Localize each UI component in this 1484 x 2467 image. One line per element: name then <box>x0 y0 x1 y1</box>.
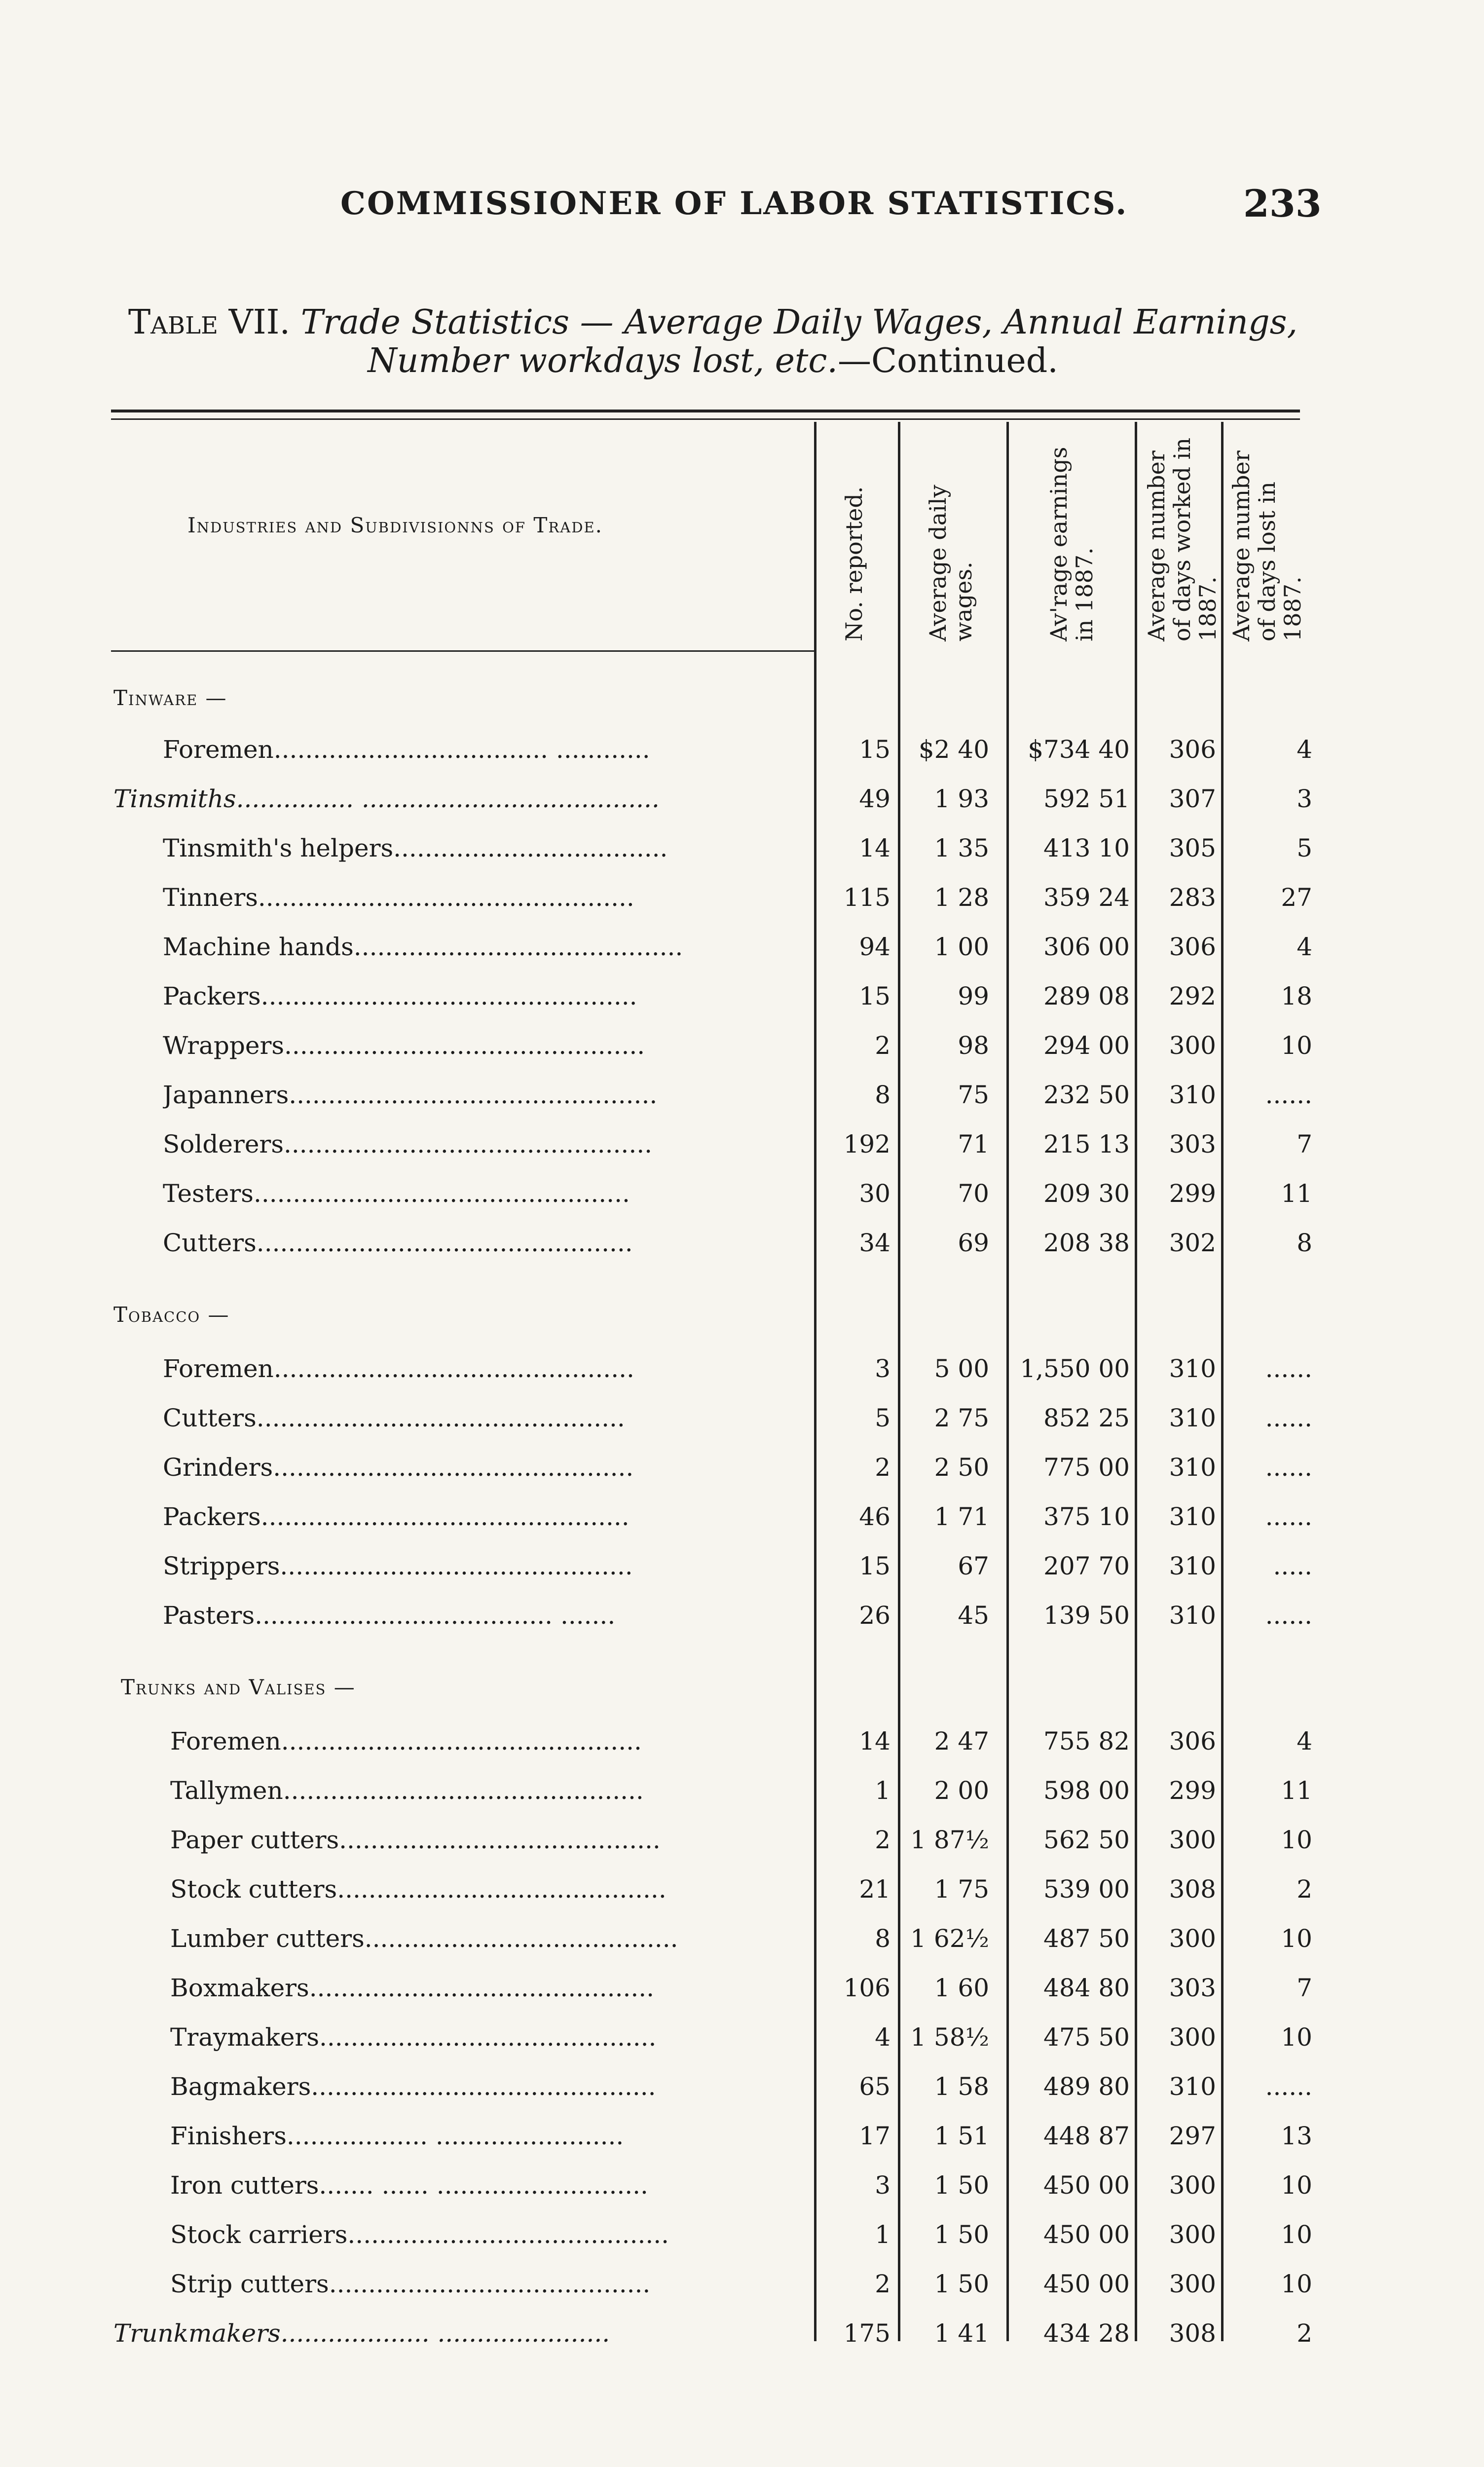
cell-earnings: 208 38 <box>1043 1229 1130 1257</box>
cell-no-reported: 1 <box>875 2220 890 2249</box>
cell-no-reported: 26 <box>859 1601 890 1630</box>
table-row <box>0 2023 1484 2062</box>
cell-daily-wage: 71 <box>958 1130 989 1159</box>
row-name: Foremen <box>163 735 274 764</box>
cell-no-reported: 34 <box>859 1229 890 1257</box>
row-label <box>163 883 804 912</box>
row-name: Tinsmith's helpers <box>163 834 394 862</box>
cell-earnings: 852 25 <box>1043 1404 1130 1432</box>
cell-daily-wage: 70 <box>958 1179 989 1208</box>
row-label <box>170 2171 804 2200</box>
cell-daily-wage: 75 <box>958 1081 989 1109</box>
row-label <box>163 735 804 764</box>
row-name: Stock cutters <box>170 1875 337 1904</box>
cell-no-reported: 115 <box>843 883 890 912</box>
cell-earnings: 450 00 <box>1043 2171 1130 2200</box>
leader-dots: ............... ...................................... <box>236 785 660 813</box>
cell-no-reported: 2 <box>875 2270 890 2298</box>
cell-days-worked: 310 <box>1169 1502 1216 1531</box>
cell-days-lost: 27 <box>1281 883 1312 912</box>
leader-dots: ......................................... <box>329 2270 651 2298</box>
table-row <box>0 1031 1484 1071</box>
cell-earnings: 450 00 <box>1043 2220 1130 2249</box>
cell-no-reported: 21 <box>859 1875 890 1904</box>
row-name: Boxmakers <box>170 1974 309 2002</box>
table-row <box>0 1974 1484 2013</box>
cell-earnings: 450 00 <box>1043 2270 1130 2298</box>
table-row <box>0 1826 1484 1865</box>
cell-days-worked: 310 <box>1169 1081 1216 1109</box>
leader-dots: ......................................... <box>347 2220 669 2249</box>
row-name: Strippers <box>163 1552 280 1580</box>
cell-days-worked: 292 <box>1169 982 1216 1010</box>
cell-daily-wage: 1 87½ <box>910 1826 989 1854</box>
cell-no-reported: 65 <box>859 2072 890 2101</box>
row-name: Stock carriers <box>170 2220 348 2249</box>
column-header-daily-wages: Average daily wages. <box>925 485 977 641</box>
cell-days-lost: ..... <box>1273 1552 1312 1580</box>
cell-no-reported: 4 <box>875 2023 890 2052</box>
cell-days-lost: ...... <box>1265 1601 1312 1630</box>
row-name: Cutters <box>163 1229 257 1257</box>
leader-dots: .......................................... <box>353 933 683 961</box>
table-row <box>0 1875 1484 1914</box>
leader-dots: ................................................ <box>256 1229 633 1257</box>
cell-days-lost: 5 <box>1297 834 1312 862</box>
cell-earnings: 592 51 <box>1043 785 1130 813</box>
cell-days-lost: 10 <box>1281 1031 1312 1060</box>
cell-days-worked: 310 <box>1169 1552 1216 1580</box>
row-label <box>170 2122 804 2150</box>
cell-no-reported: 49 <box>859 785 890 813</box>
row-name: Machine hands <box>163 933 354 961</box>
cell-no-reported: 3 <box>875 1354 890 1383</box>
cell-earnings: 775 00 <box>1043 1453 1130 1482</box>
cell-daily-wage: 1 28 <box>934 883 989 912</box>
table-row <box>0 1229 1484 1268</box>
leader-dots: ............................................ <box>311 2072 656 2101</box>
cell-earnings: 207 70 <box>1043 1552 1130 1580</box>
cell-days-worked: 307 <box>1169 785 1216 813</box>
table-row <box>0 2319 1484 2358</box>
row-name: Grinders <box>163 1453 273 1482</box>
cell-daily-wage: 1 93 <box>934 785 989 813</box>
cell-days-lost: 11 <box>1281 1179 1312 1208</box>
cell-daily-wage: 69 <box>958 1229 989 1257</box>
row-label <box>170 1776 804 1805</box>
cell-daily-wage: 1 51 <box>934 2122 989 2150</box>
cell-days-worked: 306 <box>1169 933 1216 961</box>
cell-days-lost: ...... <box>1265 2072 1312 2101</box>
table-row <box>0 1727 1484 1766</box>
cell-daily-wage: 98 <box>958 1031 989 1060</box>
leader-dots: ............................................ <box>309 1974 655 2002</box>
cell-earnings: 294 00 <box>1043 1031 1130 1060</box>
cell-no-reported: 15 <box>859 982 890 1010</box>
cell-days-lost: 10 <box>1281 2220 1312 2249</box>
row-name: Tinners <box>163 883 258 912</box>
cell-no-reported: 2 <box>875 1453 890 1482</box>
cell-daily-wage: 1 35 <box>934 834 989 862</box>
table-label: Table VII. <box>128 303 291 342</box>
table-row <box>0 2171 1484 2210</box>
row-name: Traymakers <box>170 2023 319 2052</box>
leader-dots: ...................................... ....... <box>255 1601 616 1630</box>
table-row <box>0 1552 1484 1591</box>
row-name: Testers <box>163 1179 254 1208</box>
cell-no-reported: 14 <box>859 1727 890 1756</box>
leader-dots: .............................................. <box>283 1776 644 1805</box>
cell-days-lost: 11 <box>1281 1776 1312 1805</box>
cell-earnings: 598 00 <box>1043 1776 1130 1805</box>
cell-earnings: 489 80 <box>1043 2072 1130 2101</box>
cell-daily-wage: 67 <box>958 1552 989 1580</box>
cell-earnings: 487 50 <box>1043 1924 1130 1953</box>
row-name: Strip cutters <box>170 2270 329 2298</box>
cell-daily-wage: 5 00 <box>934 1354 989 1383</box>
cell-days-lost: 4 <box>1297 1727 1312 1756</box>
cell-days-worked: 306 <box>1169 1727 1216 1756</box>
cell-days-lost: 10 <box>1281 2270 1312 2298</box>
section-heading: Trunks and Valises — <box>121 1675 356 1699</box>
cell-daily-wage: 1 58½ <box>910 2023 989 2052</box>
cell-earnings: 539 00 <box>1043 1875 1130 1904</box>
header-rule <box>111 650 816 652</box>
cell-no-reported: 8 <box>875 1924 890 1953</box>
row-name: Packers <box>163 1502 261 1531</box>
cell-no-reported: 175 <box>843 2319 890 2348</box>
table-row <box>0 1924 1484 1964</box>
cell-earnings: 209 30 <box>1043 1179 1130 1208</box>
cell-days-worked: 310 <box>1169 1404 1216 1432</box>
column-header-days-worked: Average number of days worked in 1887. <box>1143 438 1221 641</box>
running-head: COMMISSIONER OF LABOR STATISTICS. <box>340 185 1128 222</box>
cell-no-reported: 2 <box>875 1031 890 1060</box>
cell-days-worked: 306 <box>1169 735 1216 764</box>
column-header-earnings: Av'rage earnings in 1887. <box>1045 447 1098 641</box>
leader-dots: ............................................... <box>256 1404 625 1432</box>
row-label <box>113 785 804 813</box>
section-heading: Tinware — <box>113 686 227 710</box>
cell-no-reported: 46 <box>859 1502 890 1531</box>
cell-days-lost: ...... <box>1265 1354 1312 1383</box>
table-row <box>0 2072 1484 2112</box>
cell-no-reported: 3 <box>875 2171 890 2200</box>
cell-days-lost: ...... <box>1265 1081 1312 1109</box>
row-label <box>163 1404 804 1432</box>
column-header-days-lost: Average number of days lost in 1887. <box>1228 450 1306 641</box>
cell-days-worked: 300 <box>1169 1031 1216 1060</box>
cell-days-lost: ...... <box>1265 1404 1312 1432</box>
row-label <box>163 933 804 961</box>
cell-days-lost: 7 <box>1297 1974 1312 2002</box>
cell-earnings: 755 82 <box>1043 1727 1130 1756</box>
cell-daily-wage: 2 75 <box>934 1404 989 1432</box>
cell-earnings: 448 87 <box>1043 2122 1130 2150</box>
row-label <box>170 1875 804 1904</box>
table-row <box>0 735 1484 775</box>
row-label <box>163 1031 804 1060</box>
cell-days-lost: 10 <box>1281 1826 1312 1854</box>
row-label <box>163 1179 804 1208</box>
cell-days-lost: 2 <box>1297 2319 1312 2348</box>
row-label <box>170 1924 804 1953</box>
cell-daily-wage: 2 00 <box>934 1776 989 1805</box>
table-row <box>0 1776 1484 1816</box>
section-heading: Tobacco — <box>113 1303 230 1327</box>
cell-days-worked: 310 <box>1169 2072 1216 2101</box>
row-label <box>163 1601 804 1630</box>
cell-days-worked: 308 <box>1169 2319 1216 2348</box>
cell-days-lost: 2 <box>1297 1875 1312 1904</box>
cell-no-reported: 1 <box>875 1776 890 1805</box>
leader-dots: .............................................. <box>284 1031 645 1060</box>
row-label <box>170 2220 804 2249</box>
row-name: Lumber cutters <box>170 1924 365 1953</box>
cell-days-lost: 18 <box>1281 982 1312 1010</box>
cell-days-worked: 300 <box>1169 1924 1216 1953</box>
cell-days-worked: 310 <box>1169 1453 1216 1482</box>
leader-dots: ................................... ............ <box>273 735 650 764</box>
table-row <box>0 1453 1484 1493</box>
cell-daily-wage: 1 60 <box>934 1974 989 2002</box>
table-row <box>0 1404 1484 1443</box>
cell-daily-wage: $2 40 <box>918 735 989 764</box>
cell-days-lost: 10 <box>1281 1924 1312 1953</box>
table-row <box>0 834 1484 873</box>
cell-daily-wage: 45 <box>958 1601 989 1630</box>
cell-no-reported: 15 <box>859 735 890 764</box>
cell-days-worked: 297 <box>1169 2122 1216 2150</box>
row-label <box>170 1727 804 1756</box>
cell-earnings: 475 50 <box>1043 2023 1130 2052</box>
leader-dots: ................... ...................... <box>280 2319 610 2348</box>
cell-days-lost: 13 <box>1281 2122 1312 2150</box>
column-header-no-reported: No. reported. <box>841 486 867 641</box>
cell-daily-wage: 1 71 <box>934 1502 989 1531</box>
leader-dots: ................................................ <box>260 982 637 1010</box>
row-label <box>163 1552 804 1580</box>
cell-no-reported: 30 <box>859 1179 890 1208</box>
row-label <box>170 2023 804 2052</box>
cell-daily-wage: 1 62½ <box>910 1924 989 1953</box>
row-label <box>170 2270 804 2298</box>
cell-earnings: 232 50 <box>1043 1081 1130 1109</box>
cell-no-reported: 5 <box>875 1404 890 1432</box>
leader-dots: ......................................... <box>339 1826 661 1854</box>
cell-days-worked: 299 <box>1169 1776 1216 1805</box>
cell-earnings: 289 08 <box>1043 982 1130 1010</box>
table-title: Trade Statistics — Average Daily Wages, Annual Earnings, Number workdays lost, etc. <box>300 303 1298 380</box>
table-continued: —Continued. <box>838 341 1058 380</box>
cell-earnings: 359 24 <box>1043 883 1130 912</box>
leader-dots: ............................................... <box>260 1502 630 1531</box>
cell-daily-wage: 1 58 <box>934 2072 989 2101</box>
row-name: Bagmakers <box>170 2072 311 2101</box>
cell-days-lost: 10 <box>1281 2023 1312 2052</box>
table-row <box>0 1130 1484 1169</box>
table-caption <box>109 303 1317 380</box>
cell-days-lost: ...... <box>1265 1453 1312 1482</box>
cell-no-reported: 17 <box>859 2122 890 2150</box>
cell-days-lost: 3 <box>1297 785 1312 813</box>
row-name: Japanners <box>163 1081 289 1109</box>
row-name: Tinsmiths <box>113 785 236 813</box>
row-label <box>163 1081 804 1109</box>
top-rule-thin <box>111 418 1300 420</box>
cell-no-reported: 8 <box>875 1081 890 1109</box>
row-name: Foremen <box>163 1354 274 1383</box>
row-name: Trunkmakers <box>113 2319 281 2348</box>
table-row <box>0 1601 1484 1641</box>
leader-dots: .................. ........................ <box>286 2122 624 2150</box>
leader-dots: ................................................ <box>258 883 634 912</box>
row-label <box>170 1826 804 1854</box>
cell-days-lost: 8 <box>1297 1229 1312 1257</box>
cell-daily-wage: 99 <box>958 982 989 1010</box>
row-name: Tallymen <box>170 1776 283 1805</box>
table-row <box>0 1354 1484 1394</box>
cell-earnings: 413 10 <box>1043 834 1130 862</box>
row-label <box>163 1502 804 1531</box>
cell-days-lost: 4 <box>1297 735 1312 764</box>
cell-daily-wage: 1 50 <box>934 2270 989 2298</box>
row-label <box>170 1974 804 2002</box>
row-name: Paper cutters <box>170 1826 339 1854</box>
row-name: Foremen <box>170 1727 281 1756</box>
leader-dots: ................................... <box>393 834 668 862</box>
table-row <box>0 1081 1484 1120</box>
cell-earnings: 375 10 <box>1043 1502 1130 1531</box>
cell-days-worked: 302 <box>1169 1229 1216 1257</box>
cell-daily-wage: 1 75 <box>934 1875 989 1904</box>
cell-days-worked: 305 <box>1169 834 1216 862</box>
cell-daily-wage: 1 50 <box>934 2220 989 2249</box>
leader-dots: ............................................... <box>284 1130 652 1159</box>
cell-earnings: 484 80 <box>1043 1974 1130 2002</box>
page-number: 233 <box>1243 182 1322 225</box>
cell-days-worked: 300 <box>1169 2220 1216 2249</box>
cell-earnings: 215 13 <box>1043 1130 1130 1159</box>
leader-dots: .......................................... <box>337 1875 667 1904</box>
row-name: Solderers <box>163 1130 284 1159</box>
cell-daily-wage: 1 50 <box>934 2171 989 2200</box>
leader-dots: ............................................. <box>280 1552 633 1580</box>
cell-days-worked: 300 <box>1169 2023 1216 2052</box>
cell-days-lost: 7 <box>1297 1130 1312 1159</box>
cell-no-reported: 15 <box>859 1552 890 1580</box>
cell-earnings: 139 50 <box>1043 1601 1130 1630</box>
cell-daily-wage: 2 47 <box>934 1727 989 1756</box>
cell-earnings: 1,550 00 <box>1020 1354 1130 1383</box>
row-label <box>113 2319 804 2348</box>
cell-earnings: 434 28 <box>1043 2319 1130 2348</box>
leader-dots: ....... ...... ........................... <box>319 2171 648 2200</box>
cell-no-reported: 106 <box>843 1974 890 2002</box>
cell-days-lost: ...... <box>1265 1502 1312 1531</box>
cell-days-worked: 310 <box>1169 1354 1216 1383</box>
cell-days-worked: 308 <box>1169 1875 1216 1904</box>
row-name: Finishers <box>170 2122 287 2150</box>
cell-no-reported: 2 <box>875 1826 890 1854</box>
cell-days-worked: 300 <box>1169 2270 1216 2298</box>
leader-dots: .............................................. <box>281 1727 642 1756</box>
cell-earnings: 562 50 <box>1043 1826 1130 1854</box>
cell-days-worked: 303 <box>1169 1130 1216 1159</box>
table-row <box>0 2220 1484 2260</box>
leader-dots: .............................................. <box>273 1354 634 1383</box>
cell-days-worked: 283 <box>1169 883 1216 912</box>
table-row <box>0 785 1484 824</box>
cell-days-worked: 310 <box>1169 1601 1216 1630</box>
column-header-industries: Industries and Subdivisionns of Trade. <box>187 513 603 537</box>
row-label <box>163 1354 804 1383</box>
table-row <box>0 982 1484 1021</box>
table-row <box>0 2270 1484 2309</box>
row-name: Wrappers <box>163 1031 285 1060</box>
cell-days-worked: 303 <box>1169 1974 1216 2002</box>
table-row <box>0 2122 1484 2161</box>
cell-no-reported: 94 <box>859 933 890 961</box>
cell-daily-wage: 1 00 <box>934 933 989 961</box>
row-label <box>163 1229 804 1257</box>
cell-daily-wage: 1 41 <box>934 2319 989 2348</box>
cell-days-lost: 4 <box>1297 933 1312 961</box>
leader-dots: ............................................... <box>289 1081 658 1109</box>
cell-no-reported: 14 <box>859 834 890 862</box>
cell-days-worked: 300 <box>1169 1826 1216 1854</box>
row-name: Cutters <box>163 1404 257 1432</box>
cell-days-worked: 299 <box>1169 1179 1216 1208</box>
table-row <box>0 1502 1484 1542</box>
table-row <box>0 933 1484 972</box>
leader-dots: ................................................ <box>253 1179 630 1208</box>
row-label <box>163 834 804 862</box>
leader-dots: .............................................. <box>273 1453 634 1482</box>
leader-dots: ........................................ <box>364 1924 678 1953</box>
row-name: Packers <box>163 982 261 1010</box>
table-row <box>0 1179 1484 1219</box>
cell-earnings: 306 00 <box>1043 933 1130 961</box>
cell-days-lost: 10 <box>1281 2171 1312 2200</box>
cell-days-worked: 300 <box>1169 2171 1216 2200</box>
row-label <box>163 1130 804 1159</box>
row-label <box>170 2072 804 2101</box>
table-row <box>0 883 1484 923</box>
row-name: Pasters <box>163 1601 255 1630</box>
top-rule-thick <box>111 410 1300 412</box>
row-name: Iron cutters <box>170 2171 319 2200</box>
leader-dots: ........................................... <box>319 2023 657 2052</box>
row-label <box>163 1453 804 1482</box>
row-label <box>163 982 804 1010</box>
cell-no-reported: 192 <box>843 1130 890 1159</box>
cell-earnings: $734 40 <box>1028 735 1130 764</box>
cell-daily-wage: 2 50 <box>934 1453 989 1482</box>
